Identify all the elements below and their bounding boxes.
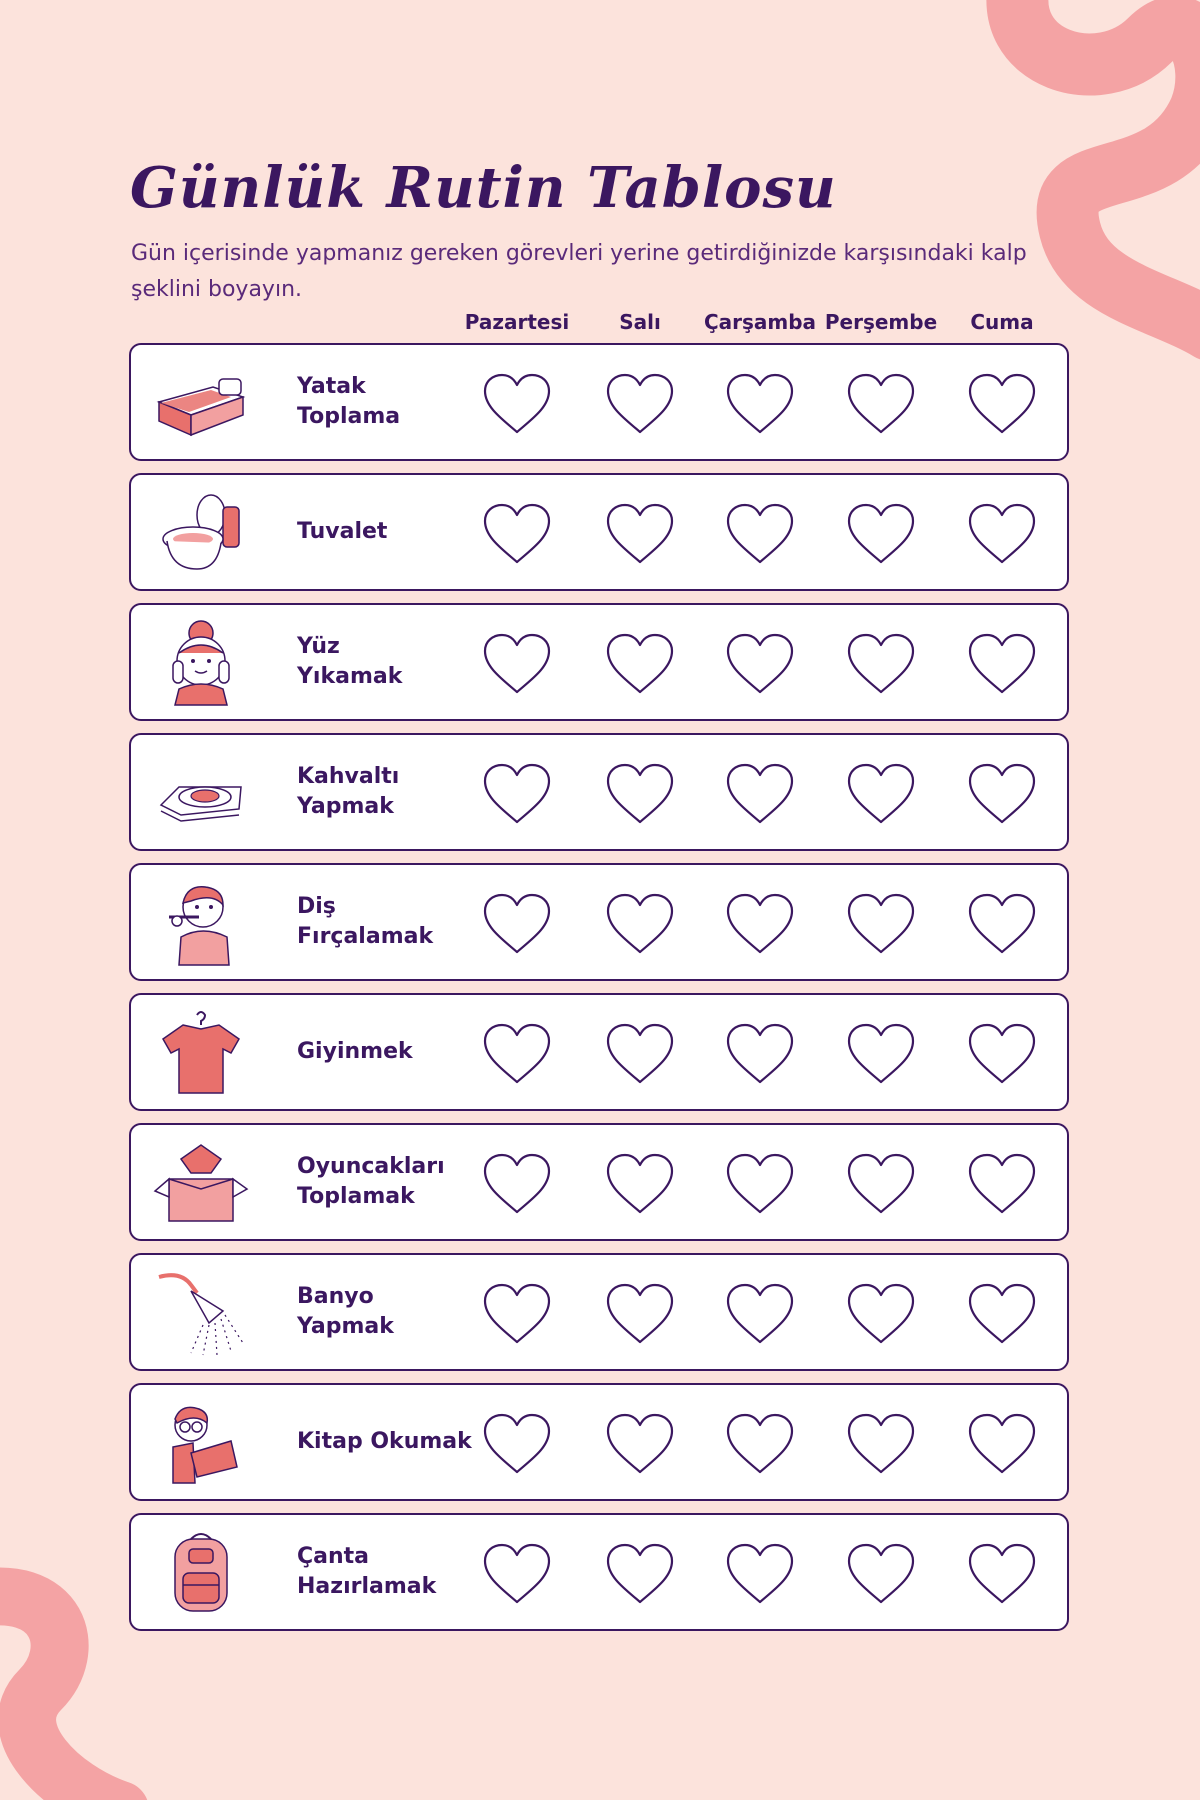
task-row xyxy=(129,1123,1069,1241)
task-label-line: Toplama xyxy=(297,404,401,429)
task-label-line: Yüz xyxy=(297,634,340,659)
task-label xyxy=(297,995,487,1109)
heart-checkbox-icon[interactable] xyxy=(846,633,916,695)
task-label-line: Banyo xyxy=(297,1284,374,1309)
shower-icon xyxy=(151,1267,251,1357)
heart-checkbox-icon[interactable] xyxy=(605,763,675,825)
heart-checkbox-icon[interactable] xyxy=(725,1543,795,1605)
heart-checkbox-icon[interactable] xyxy=(482,1023,552,1085)
task-row xyxy=(129,733,1069,851)
task-label-line: Toplamak xyxy=(297,1184,415,1209)
heart-checkbox-icon[interactable] xyxy=(846,763,916,825)
heart-checkbox-icon[interactable] xyxy=(846,1413,916,1475)
task-label xyxy=(297,735,487,849)
heart-checkbox-icon[interactable] xyxy=(846,1283,916,1345)
heart-checkbox-icon[interactable] xyxy=(846,503,916,565)
day-header: Cuma xyxy=(970,310,1034,334)
heart-checkbox-icon[interactable] xyxy=(725,893,795,955)
task-label xyxy=(297,865,487,979)
heart-checkbox-icon[interactable] xyxy=(605,373,675,435)
task-row xyxy=(129,1513,1069,1631)
heart-checkbox-icon[interactable] xyxy=(967,1283,1037,1345)
task-label-line: Oyuncakları xyxy=(297,1154,445,1179)
task-label xyxy=(297,1255,487,1369)
heart-checkbox-icon[interactable] xyxy=(482,1543,552,1605)
toilet-icon xyxy=(151,487,251,577)
heart-checkbox-icon[interactable] xyxy=(725,1153,795,1215)
face-wash-icon xyxy=(151,617,251,707)
heart-checkbox-icon[interactable] xyxy=(725,1023,795,1085)
heart-checkbox-icon[interactable] xyxy=(482,1413,552,1475)
heart-checkbox-icon[interactable] xyxy=(605,1153,675,1215)
task-row xyxy=(129,993,1069,1111)
heart-checkbox-icon[interactable] xyxy=(846,1023,916,1085)
instructions: Gün içerisinde yapmanız gereken görevleri yerine getirdiğinizde karşısındaki kalp şeklini boyayın. xyxy=(131,241,1027,302)
heart-checkbox-icon[interactable] xyxy=(605,893,675,955)
reading-icon xyxy=(151,1397,251,1487)
heart-checkbox-icon[interactable] xyxy=(482,893,552,955)
task-label-line: Diş xyxy=(297,894,336,919)
task-label-line: Yıkamak xyxy=(297,664,403,689)
task-label-line: Kahvaltı xyxy=(297,764,400,789)
task-row xyxy=(129,603,1069,721)
heart-checkbox-icon[interactable] xyxy=(967,763,1037,825)
heart-checkbox-icon[interactable] xyxy=(846,1543,916,1605)
task-row xyxy=(129,1253,1069,1371)
heart-checkbox-icon[interactable] xyxy=(605,1023,675,1085)
heart-checkbox-icon[interactable] xyxy=(846,373,916,435)
task-label xyxy=(297,1385,487,1499)
task-label xyxy=(297,605,487,719)
heart-checkbox-icon[interactable] xyxy=(846,1153,916,1215)
heart-checkbox-icon[interactable] xyxy=(725,1413,795,1475)
tshirt-icon xyxy=(151,1007,251,1097)
task-row xyxy=(129,1383,1069,1501)
backpack-icon xyxy=(151,1527,251,1617)
task-row xyxy=(129,473,1069,591)
heart-checkbox-icon[interactable] xyxy=(605,503,675,565)
task-label-line: Fırçalamak xyxy=(297,924,434,949)
heart-checkbox-icon[interactable] xyxy=(482,633,552,695)
heart-checkbox-icon[interactable] xyxy=(846,893,916,955)
day-header: Pazartesi xyxy=(464,310,570,334)
heart-checkbox-icon[interactable] xyxy=(482,1283,552,1345)
task-label-line: Hazırlamak xyxy=(297,1574,437,1599)
toy-box-icon xyxy=(151,1137,251,1227)
task-label xyxy=(297,475,487,589)
bed-icon xyxy=(151,357,251,447)
heart-checkbox-icon[interactable] xyxy=(967,1153,1037,1215)
heart-checkbox-icon[interactable] xyxy=(725,503,795,565)
heart-checkbox-icon[interactable] xyxy=(725,1283,795,1345)
heart-checkbox-icon[interactable] xyxy=(482,1153,552,1215)
task-label-line: Yatak xyxy=(297,374,366,399)
heart-checkbox-icon[interactable] xyxy=(967,1023,1037,1085)
day-header: Salı xyxy=(619,310,661,334)
heart-checkbox-icon[interactable] xyxy=(725,633,795,695)
task-label xyxy=(297,345,487,459)
task-label-line: Yapmak xyxy=(297,1314,394,1339)
task-label xyxy=(297,1515,487,1629)
day-header: Çarşamba xyxy=(703,310,817,334)
heart-checkbox-icon[interactable] xyxy=(482,503,552,565)
day-header: Perşembe xyxy=(824,310,938,334)
toothbrush-icon xyxy=(151,877,251,967)
task-row xyxy=(129,863,1069,981)
task-label-line: Tuvalet xyxy=(297,519,388,544)
heart-checkbox-icon[interactable] xyxy=(482,763,552,825)
task-row xyxy=(129,343,1069,461)
heart-checkbox-icon[interactable] xyxy=(605,1283,675,1345)
heart-checkbox-icon[interactable] xyxy=(725,373,795,435)
heart-checkbox-icon[interactable] xyxy=(725,763,795,825)
heart-checkbox-icon[interactable] xyxy=(605,633,675,695)
page-title: Günlük Rutin Tablosu xyxy=(130,155,837,221)
heart-checkbox-icon[interactable] xyxy=(967,1413,1037,1475)
breakfast-icon xyxy=(151,747,251,837)
heart-checkbox-icon[interactable] xyxy=(967,503,1037,565)
heart-checkbox-icon[interactable] xyxy=(967,633,1037,695)
heart-checkbox-icon[interactable] xyxy=(482,373,552,435)
heart-checkbox-icon[interactable] xyxy=(967,893,1037,955)
task-label-line: Çanta xyxy=(297,1544,370,1569)
task-label-line: Giyinmek xyxy=(297,1039,413,1064)
task-label-line: Kitap Okumak xyxy=(297,1429,472,1454)
heart-checkbox-icon[interactable] xyxy=(967,1543,1037,1605)
heart-checkbox-icon[interactable] xyxy=(605,1543,675,1605)
task-label xyxy=(297,1125,487,1239)
heart-checkbox-icon[interactable] xyxy=(605,1413,675,1475)
task-label-line: Yapmak xyxy=(297,794,394,819)
heart-checkbox-icon[interactable] xyxy=(967,373,1037,435)
